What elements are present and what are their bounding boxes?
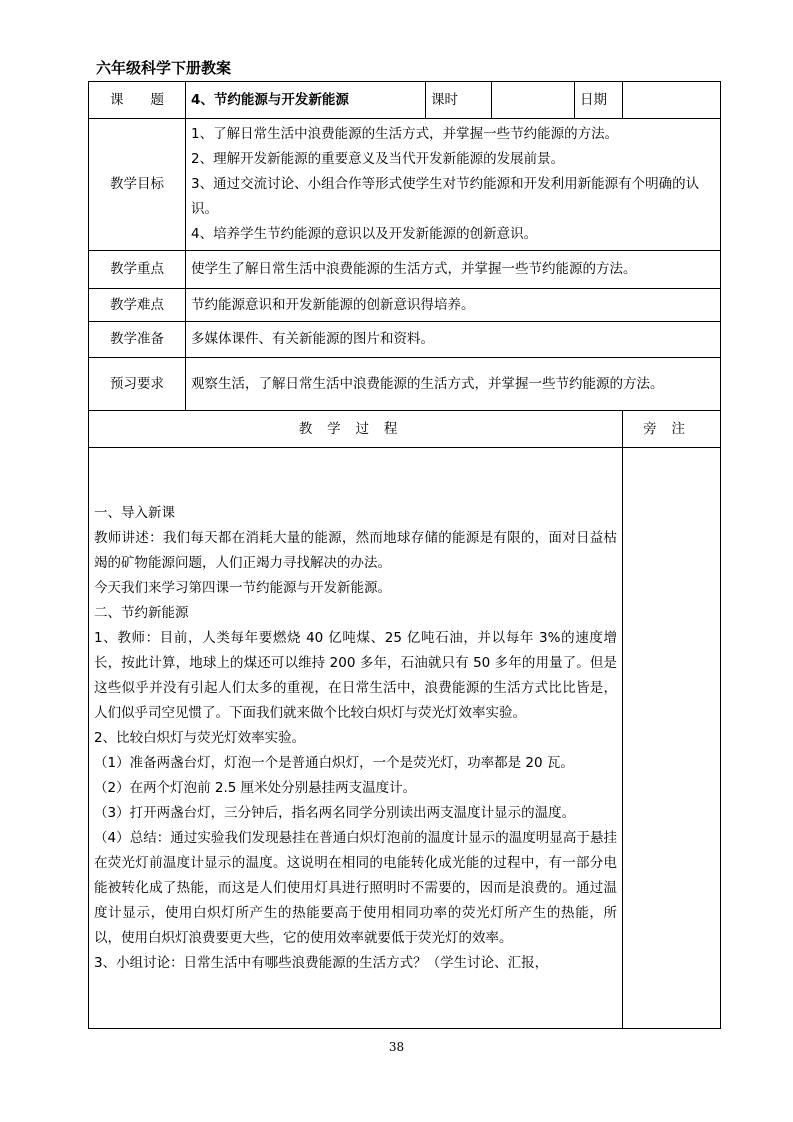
notes-header: 旁注 xyxy=(623,411,721,448)
preview-value: 观察生活，了解日常生活中浪费能源的生活方式，并掌握一些节约能源的方法。 xyxy=(186,358,721,411)
process-paragraph: （2）在两个灯泡前 2.5 厘米处分别悬挂两支温度计。 xyxy=(94,779,417,796)
document-header-title: 六年级科学下册教案 xyxy=(96,59,232,77)
process-paragraph: （1）准备两盏台灯，灯泡一个是普通白炽灯，一个是荧光灯，功率都是 20 瓦。 xyxy=(94,754,574,771)
process-paragraph: 一、导入新课 xyxy=(94,504,175,521)
page-number: 38 xyxy=(388,1040,405,1054)
preview-label: 预习要求 xyxy=(89,358,186,411)
process-header: 教学过程 xyxy=(89,411,623,448)
process-content xyxy=(89,448,623,1029)
process-paragraph: 2、比较白炽灯与荧光灯效率实验。 xyxy=(94,729,306,746)
key-points-value: 使学生了解日常生活中浪费能源的生活方式，并掌握一些节约能源的方法。 xyxy=(186,251,721,289)
key-points-label: 教学重点 xyxy=(89,251,186,289)
topic-value: 4、节约能源与开发新能源 xyxy=(186,82,426,119)
topic-label: 课 题 xyxy=(89,82,186,119)
process-paragraph: 二、节约新能源 xyxy=(94,604,189,621)
notes-content xyxy=(623,448,721,1029)
date-label: 日期 xyxy=(575,82,623,119)
date-value xyxy=(623,82,721,119)
goals-label: 教学目标 xyxy=(89,119,186,251)
goals-cell xyxy=(186,119,721,251)
difficulty-value: 节约能源意识和开发新能源的创新意识得培养。 xyxy=(186,289,721,322)
process-paragraph: （3）打开两盏台灯，三分钟后，指名两名同学分别读出两支温度计显示的温度。 xyxy=(94,804,576,821)
preparation-label: 教学准备 xyxy=(89,322,186,358)
period-value xyxy=(492,82,575,119)
goal-item: 4、培养学生节约能源的意识以及开发新能源的创新意识。 xyxy=(191,226,538,242)
process-paragraph: 教师讲述：我们每天都在消耗大量的能源，然而地球存储的能源是有限的，面对日益枯竭的矿物能源问题，人们正竭力寻找解决的办法。 xyxy=(94,529,617,571)
goal-item: 2、理解开发新能源的重要意义及当代开发新能源的发展前景。 xyxy=(191,151,565,167)
preparation-value: 多媒体课件、有关新能源的图片和资料。 xyxy=(186,322,721,358)
difficulty-label: 教学难点 xyxy=(89,289,186,322)
goal-item: 3、通过交流讨论、小组合作等形式使学生对节约能源和开发利用新能源有个明确的认识。 xyxy=(191,176,700,217)
process-paragraph: 今天我们来学习第四课一节约能源与开发新能源。 xyxy=(94,579,391,596)
goal-item: 1、了解日常生活中浪费能源的生活方式，并掌握一些节约能源的方法。 xyxy=(191,126,619,142)
process-paragraph: 3、小组讨论：日常生活中有哪些浪费能源的生活方式？（学生讨论、汇报， xyxy=(94,954,549,971)
lesson-plan-table xyxy=(88,81,721,1029)
process-paragraph: 1、教师：目前，人类每年要燃烧 40 亿吨煤、25 亿吨石油，并以每年 3%的速度增长，按此计算，地球上的煤还可以维持 200 多年，石油就只有 50 多年的用量了。但是这些似乎并没有引起人们太多的重视，在日常生活中，浪费能源的生活方式比比皆是，人们似乎司空见惯了。下面我们就来做个比较白炽灯与荧光灯效率实验。 xyxy=(94,629,617,721)
period-label: 课时 xyxy=(426,82,492,119)
process-paragraph: （4）总结：通过实验我们发现悬挂在普通白炽灯泡前的温度计显示的温度明显高于悬挂在荧光灯前温度计显示的温度。这说明在相同的电能转化成光能的过程中，有一部分电能被转化成了热能，而这是人们使用灯具进行照明时不需要的，因而是浪费的。通过温度计显示，使用白炽灯所产生的热能要高于使用相同功率的荧光灯所产生的热能，所以，使用白炽灯浪费要更大些，它的使用效率就要低于荧光灯的效率。 xyxy=(94,829,617,946)
